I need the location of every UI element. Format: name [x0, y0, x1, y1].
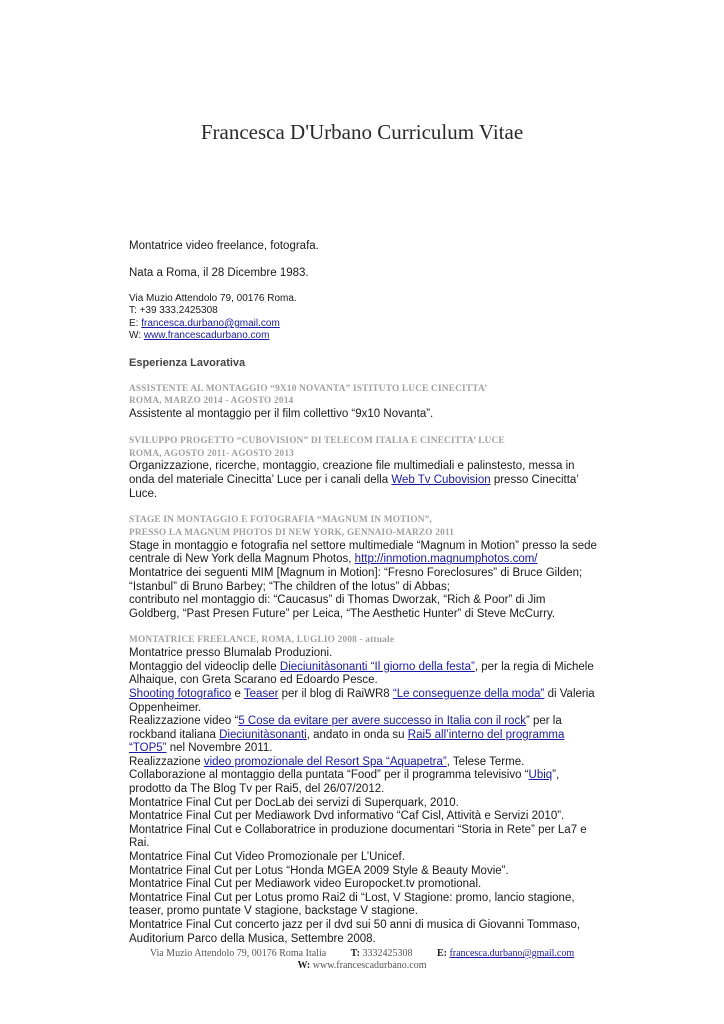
- intro-born: Nata a Roma, il 28 Dicembre 1983.: [129, 267, 309, 279]
- contact-address: Via Muzio Attendolo 79, 00176 Roma.: [129, 293, 297, 304]
- website-link[interactable]: www.francescadurbano.com: [143, 330, 270, 342]
- cubovision-link[interactable]: Web Tv Cubovision: [391, 474, 491, 486]
- job-4-line-12: Montatrice Final Cut per Mediawork video Europocket.tv promotional.: [129, 878, 482, 891]
- job-1-body: Assistente al montaggio per il film collettivo “9x10 Novanta”.: [129, 408, 434, 421]
- job-4-line-1: Montatrice presso Blumalab Produzioni.: [129, 647, 333, 660]
- page-title: Francesca D'Urbano Curriculum Vitae: [200, 120, 524, 144]
- page-footer: [0, 948, 724, 972]
- job-4-line-11: Montatrice Final Cut per Lotus “Honda MGEA 2009 Style & Beauty Movie”.: [129, 864, 509, 877]
- footer-line-2: W: www.francescadurbano.com: [297, 960, 427, 971]
- job-4-line-14: Montatrice Final Cut concerto jazz per il dvd sui 50 anni di musica di Giovanni Tommaso, Auditorium Parco della Musica, Settembre 2008.: [129, 919, 581, 945]
- job-4-line-10: Montatrice Final Cut Video Promozionale per L’Unicef.: [129, 851, 405, 864]
- job-3-heading: STAGE IN MONTAGGIO E FOTOGRAFIA “MAGNUM IN MOTION”,: [129, 515, 433, 526]
- job-4-line-4: Realizzazione video “5 Cose da evitare per avere successo in Italia con il rock” per la rockband italiana Dieciunitàsonanti, andato in onda su Rai5 all’interno del programma “TOP5” nel Novembre 2011.: [129, 715, 565, 755]
- job-2-date: ROMA, AGOSTO 2011- AGOSTO 2013: [129, 448, 295, 459]
- section-heading: Esperienza Lavorativa: [129, 356, 246, 369]
- job-entry-3: [129, 514, 599, 621]
- job-3-line-1: Stage in montaggio e fotografia nel settore multimediale “Magnum in Motion” presso la sede centrale di New York della Magnum Photos, http://inmotion.magnumphotos.com/: [129, 539, 597, 566]
- job-2-heading: SVILUPPO PROGETTO “CUBOVISION” DI TELECOM ITALIA E CINECITTA’ LUCE: [129, 435, 505, 446]
- footer-email-link[interactable]: francesca.durbano@gmail.com: [449, 948, 575, 959]
- job-entry-4: [129, 634, 599, 946]
- magnum-link[interactable]: http://inmotion.magnumphotos.com/: [354, 553, 538, 566]
- shooting-link[interactable]: Shooting fotografico: [129, 687, 232, 700]
- job-entry-1: [129, 383, 599, 422]
- email-link[interactable]: francesca.durbano@gmail.com: [141, 317, 280, 329]
- job-3-line-3: contributo nel montaggio di: “Caucasus” di Thomas Dworzak, “Rich & Poor” di Jim Goldberg, “Past Presen Future” per Leica, “The Aesthetic Hunter” di Steve McCurry.: [129, 594, 556, 620]
- job-4-heading: MONTATRICE FREELANCE, ROMA, LUGLIO 2008 - attuale: [129, 635, 395, 646]
- footer-address: Via Muzio Attendolo 79, 00176 Roma Italia: [149, 948, 327, 959]
- footer-phone: 3332425308: [362, 948, 413, 959]
- job-4-line-3: Shooting fotografico e Teaser per il blog di RaiWR8 “Le conseguenze della moda” di Valeria Oppenheimer.: [129, 687, 595, 714]
- dieciunitasonanti-link[interactable]: Dieciunitàsonanti: [219, 728, 307, 741]
- job-4-line-8: Montatrice Final Cut per Mediawork Dvd informativo “Caf Cisl, Attività e Servizi 2010”.: [129, 810, 565, 823]
- videoclip-link[interactable]: Dieciunitàsonanti “Il giorno della festa”: [279, 660, 475, 673]
- job-1-date: ROMA, MARZO 2014 - AGOSTO 2014: [129, 396, 294, 407]
- job-4-line-7: Montatrice Final Cut per DocLab dei servizi di Superquark, 2010.: [129, 796, 459, 809]
- teaser-link[interactable]: Teaser: [243, 687, 279, 700]
- ubiq-link[interactable]: Ubiq: [528, 769, 553, 782]
- conseguenze-link[interactable]: “Le conseguenze della moda”: [392, 687, 545, 700]
- contact-web: W: www.francescadurbano.com: [129, 330, 270, 342]
- intro-role: Montatrice video freelance, fotografa.: [129, 240, 319, 252]
- job-4-line-6: Collaborazione al montaggio della puntata “Food” per il programma televisivo “Ubiq”, prodotto da The Blog Tv per Rai5, del 26/07/2012.: [129, 769, 560, 796]
- contact-phone: T: +39 333.2425308: [129, 305, 218, 317]
- cinque-cose-link[interactable]: 5 Cose da evitare per avere successo in Italia con il rock: [238, 715, 526, 728]
- job-entry-2: [129, 435, 599, 501]
- job-2-body: Organizzazione, ricerche, montaggio, creazione file multimediali e palinstesto, messa in onda del materiale Cinecitta’ Luce per i canali della Web Tv Cubovision presso Cinecitta’ Luce.: [129, 460, 579, 500]
- rai5-top5-link[interactable]: Rai5 all’interno del programma “TOP5”: [129, 728, 565, 755]
- job-3-line-2: Montatrice dei seguenti MIM [Magnum in Motion]: “Fresno Foreclosures” di Bruce Gilden; “Istanbul” di Bruno Barbey; “The children of the lotus” di Abbas;: [129, 566, 583, 593]
- job-4-line-5: Realizzazione video promozionale del Resort Spa “Aquapetra”, Telese Terme.: [129, 755, 525, 768]
- job-4-line-9: Montatrice Final Cut e Collaboratrice in produzione documentari “Storia in Rete” per La7 e Rai.: [129, 823, 587, 850]
- job-4-line-2: Montaggio del videoclip delle Dieciunitàsonanti “Il giorno della festa”, per la regia di Michele Alhaique, con Greta Scarano ed Edoardo Pesce.: [129, 660, 594, 687]
- contact-block: [129, 293, 599, 343]
- footer-website: www.francescadurbano.com: [312, 960, 427, 971]
- job-4-line-13: Montatrice Final Cut per Lotus promo Rai2 di “Lost, V Stagione: promo, lancio stagione, teaser, promo puntate V stagione, backstage V stagione.: [129, 891, 575, 918]
- job-1-heading: ASSISTENTE AL MONTAGGIO “9X10 NOVANTA” ISTITUTO LUCE CINECITTA’: [129, 383, 488, 394]
- job-3-date: PRESSO LA MAGNUM PHOTOS DI NEW YORK, GENNAIO-MARZO 2011: [129, 527, 455, 538]
- aquapetra-link[interactable]: video promozionale del Resort Spa “Aquapetra”: [203, 755, 447, 768]
- cv-content: [129, 239, 599, 946]
- footer-line-1: Via Muzio Attendolo 79, 00176 Roma Italia T: 3332425308 E: francesca.durbano@gmail.com: [149, 948, 575, 959]
- contact-email: E: francesca.durbano@gmail.com: [129, 317, 280, 329]
